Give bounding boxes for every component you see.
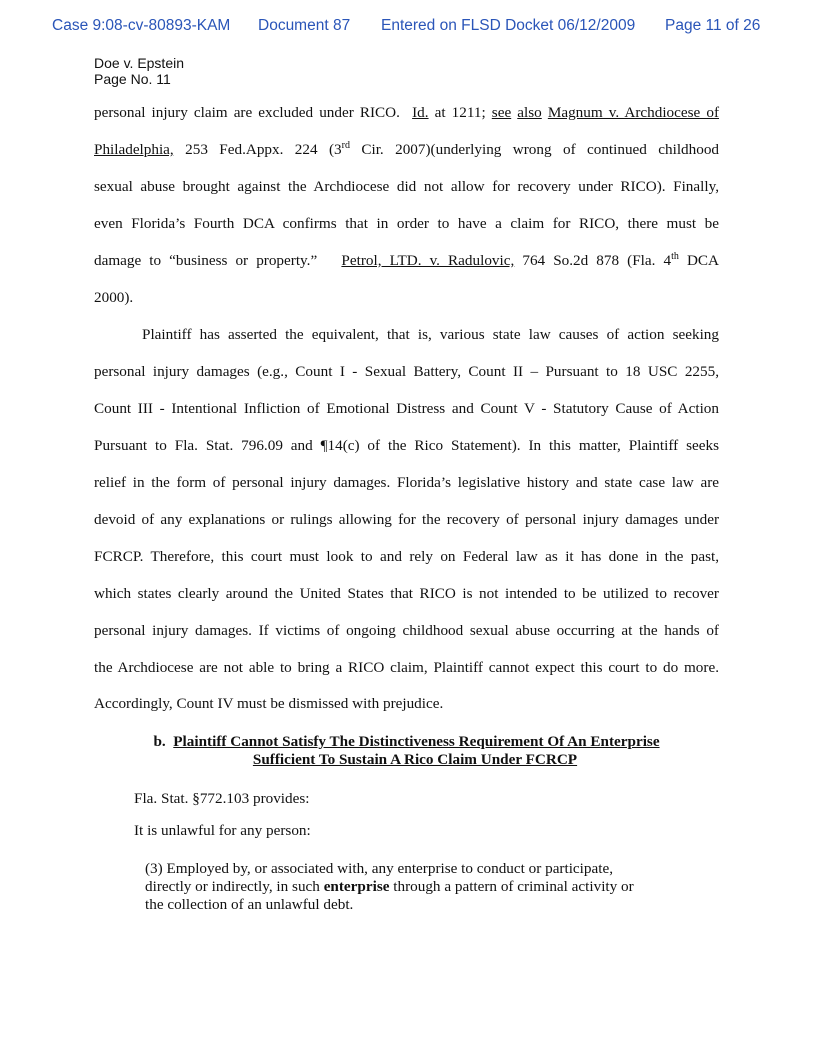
section-heading-continued <box>160 751 670 769</box>
section-label: b. <box>153 733 166 750</box>
text-line: damage to “business or property.” Petrol, LTD. v. Radulovic, 764 So.2d 878 (Fla. 4th DCA <box>94 250 720 269</box>
statute-lead: It is unlawful for any person: <box>134 822 311 839</box>
text-line: sexual abuse brought against the Archdiocese did not allow for recovery under RICO). Finally, <box>94 178 719 195</box>
text-line: Accordingly, Count IV must be dismissed with prejudice. <box>94 695 444 712</box>
text-line: even Florida’s Fourth DCA confirms that in order to have a claim for RICO, there must be <box>94 215 719 232</box>
text-line: Count III - Intentional Infliction of Emotional Distress and Count V - Statutory Cause of Action <box>94 400 719 417</box>
text-line: 2000). <box>94 289 134 306</box>
text-line: relief in the form of personal injury damages. Florida’s legislative history and state case law are <box>94 474 719 491</box>
page-caption <box>94 55 184 87</box>
document-number: Document 87 <box>258 17 351 34</box>
statute-intro: Fla. Stat. §772.103 provides: <box>134 790 310 807</box>
quote-line: directly or indirectly, in such enterprise through a pattern of criminal activity or <box>145 878 634 895</box>
text-line: which states clearly around the United States that RICO is not intended to be utilized to recover <box>94 585 719 602</box>
text-line: personal injury damages (e.g., Count I - Sexual Battery, Count II – Pursuant to 18 USC 2255, <box>94 363 719 380</box>
text-line: Philadelphia, 253 Fed.Appx. 224 (3rd Cir. 2007)(underlying wrong of continued childhood <box>94 139 720 158</box>
citation-id: Id. <box>412 104 429 121</box>
case-number: Case 9:08-cv-80893-KAM <box>52 17 231 34</box>
page-count: Page 11 of 26 <box>665 17 761 34</box>
quote-line: the collection of an unlawful debt. <box>145 896 354 913</box>
statute-quote <box>145 860 673 914</box>
text-line: personal injury claim are excluded under RICO. Id. at 1211; see also Magnum v. Archdiocese of <box>94 104 720 121</box>
text-line: Plaintiff has asserted the equivalent, that is, various state law causes of action seeking <box>142 326 719 343</box>
case-name: Doe v. Epstein <box>94 55 185 71</box>
docket-entry-date: Entered on FLSD Docket 06/12/2009 <box>381 17 636 34</box>
text-line: FCRCP. Therefore, this court must look to and rely on Federal law as it has done in the past, <box>94 548 719 565</box>
section-title-line1: Plaintiff Cannot Satisfy The Distinctiveness Requirement Of An Enterprise <box>173 733 660 750</box>
page-number: Page No. 11 <box>94 71 171 87</box>
text-line: personal injury damages. If victims of ongoing childhood sexual abuse occurring at the hands of <box>94 622 719 639</box>
section-heading <box>94 733 719 751</box>
emphasized-term: enterprise <box>323 878 390 895</box>
case-citation: Philadelphia, <box>94 141 174 158</box>
quote-line: (3) Employed by, or associated with, any enterprise to conduct or participate, <box>145 860 613 877</box>
case-citation: Magnum v. Archdiocese of <box>547 104 720 121</box>
text-line: the Archdiocese are not able to bring a RICO claim, Plaintiff cannot expect this court to do more. <box>94 659 719 676</box>
text-line: Pursuant to Fla. Stat. 796.09 and ¶14(c) of the Rico Statement). In this matter, Plaintiff seeks <box>94 437 719 454</box>
text-line: devoid of any explanations or rulings allowing for the recovery of personal injury damages under <box>94 511 719 528</box>
case-citation: Petrol, LTD. v. Radulovic, <box>341 252 515 269</box>
section-title-line2: Sufficient To Sustain A Rico Claim Under FCRCP <box>252 751 578 768</box>
